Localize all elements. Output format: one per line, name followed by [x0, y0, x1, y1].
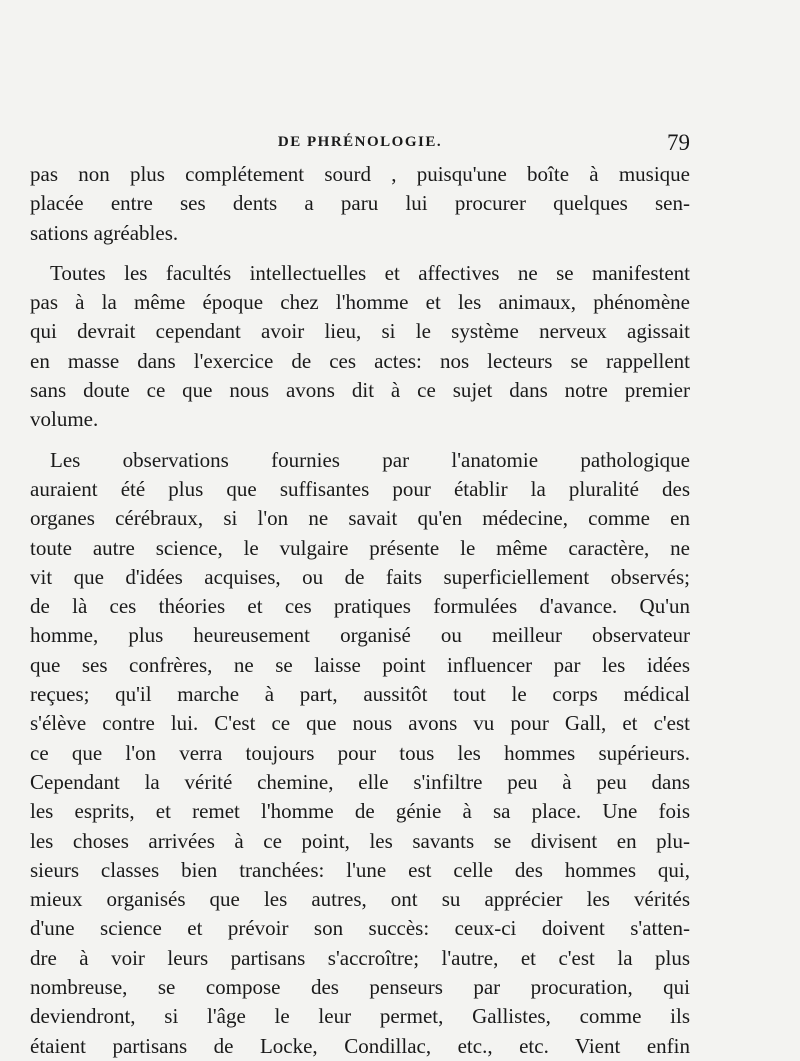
- text-line: dre à voir leurs partisans s'accroître; l'autre, et c'est la plus: [30, 945, 690, 970]
- text-line: Les observations fournies par l'anatomie pathologique: [50, 447, 690, 472]
- text-line: sieurs classes bien tranchées: l'une est celle des hommes qui,: [30, 857, 690, 882]
- text-line: étaient partisans de Locke, Condillac, etc., etc. Vient enfin: [30, 1033, 690, 1058]
- running-head: [30, 130, 690, 158]
- text-line: organes cérébraux, si l'on ne savait qu'en médecine, comme en: [30, 506, 690, 531]
- text-line: les choses arrivées à ce point, les savants se divisent en plu-: [30, 828, 690, 853]
- running-title: DE PHRÉNOLOGIE.: [277, 134, 443, 150]
- text-line: qui devrait cependant avoir lieu, si le système nerveux agissait: [30, 319, 690, 344]
- page-number: 79: [667, 130, 690, 155]
- paragraph: [30, 259, 690, 435]
- body-text: [30, 160, 690, 1061]
- text-line: reçues; qu'il marche à part, aussitôt tout le corps médical: [30, 682, 690, 707]
- text-line: sans doute ce que nous avons dit à ce sujet dans notre premier: [30, 378, 690, 403]
- text-line: Toutes les facultés intellectuelles et affectives ne se manifestent: [50, 260, 690, 285]
- text-line: nombreuse, se compose des penseurs par procuration, qui: [30, 975, 690, 1000]
- paragraph: [30, 446, 690, 1061]
- text-line: ce que l'on verra toujours pour tous les hommes supérieurs.: [30, 740, 690, 765]
- text-line: toute autre science, le vulgaire présente le même caractère, ne: [30, 535, 690, 560]
- text-line: de là ces théories et ces pratiques formulées d'avance. Qu'un: [30, 594, 690, 619]
- paragraph: [30, 160, 690, 248]
- text-line: les esprits, et remet l'homme de génie à sa place. Une fois: [30, 799, 690, 824]
- text-line: vit que d'idées acquises, ou de faits superficiellement observés;: [30, 564, 690, 589]
- text-line: Cependant la vérité chemine, elle s'infiltre peu à peu dans: [30, 769, 690, 794]
- text-line: deviendront, si l'âge le leur permet, Gallistes, comme ils: [30, 1004, 690, 1029]
- text-line: mieux organisés que les autres, ont su apprécier les vérités: [30, 887, 690, 912]
- text-line: sations agréables.: [30, 220, 179, 245]
- text-line: pas non plus complétement sourd , puisqu'une boîte à musique: [30, 162, 690, 186]
- text-line: en masse dans l'exercice de ces actes: nos lecteurs se rappellent: [30, 348, 690, 373]
- text-line: d'une science et prévoir son succès: ceux-ci doivent s'atten-: [30, 916, 690, 941]
- text-line: pas à la même époque chez l'homme et les animaux, phénomène: [30, 290, 690, 315]
- text-line: homme, plus heureusement organisé ou meilleur observateur: [30, 623, 690, 648]
- text-line: s'élève contre lui. C'est ce que nous avons vu pour Gall, et c'est: [30, 711, 690, 736]
- text-line: auraient été plus que suffisantes pour établir la pluralité des: [30, 476, 690, 501]
- text-line: que ses confrères, ne se laisse point influencer par les idées: [30, 652, 690, 677]
- text-line: placée entre ses dents a paru lui procurer quelques sen-: [30, 191, 690, 216]
- text-line: volume.: [30, 407, 99, 432]
